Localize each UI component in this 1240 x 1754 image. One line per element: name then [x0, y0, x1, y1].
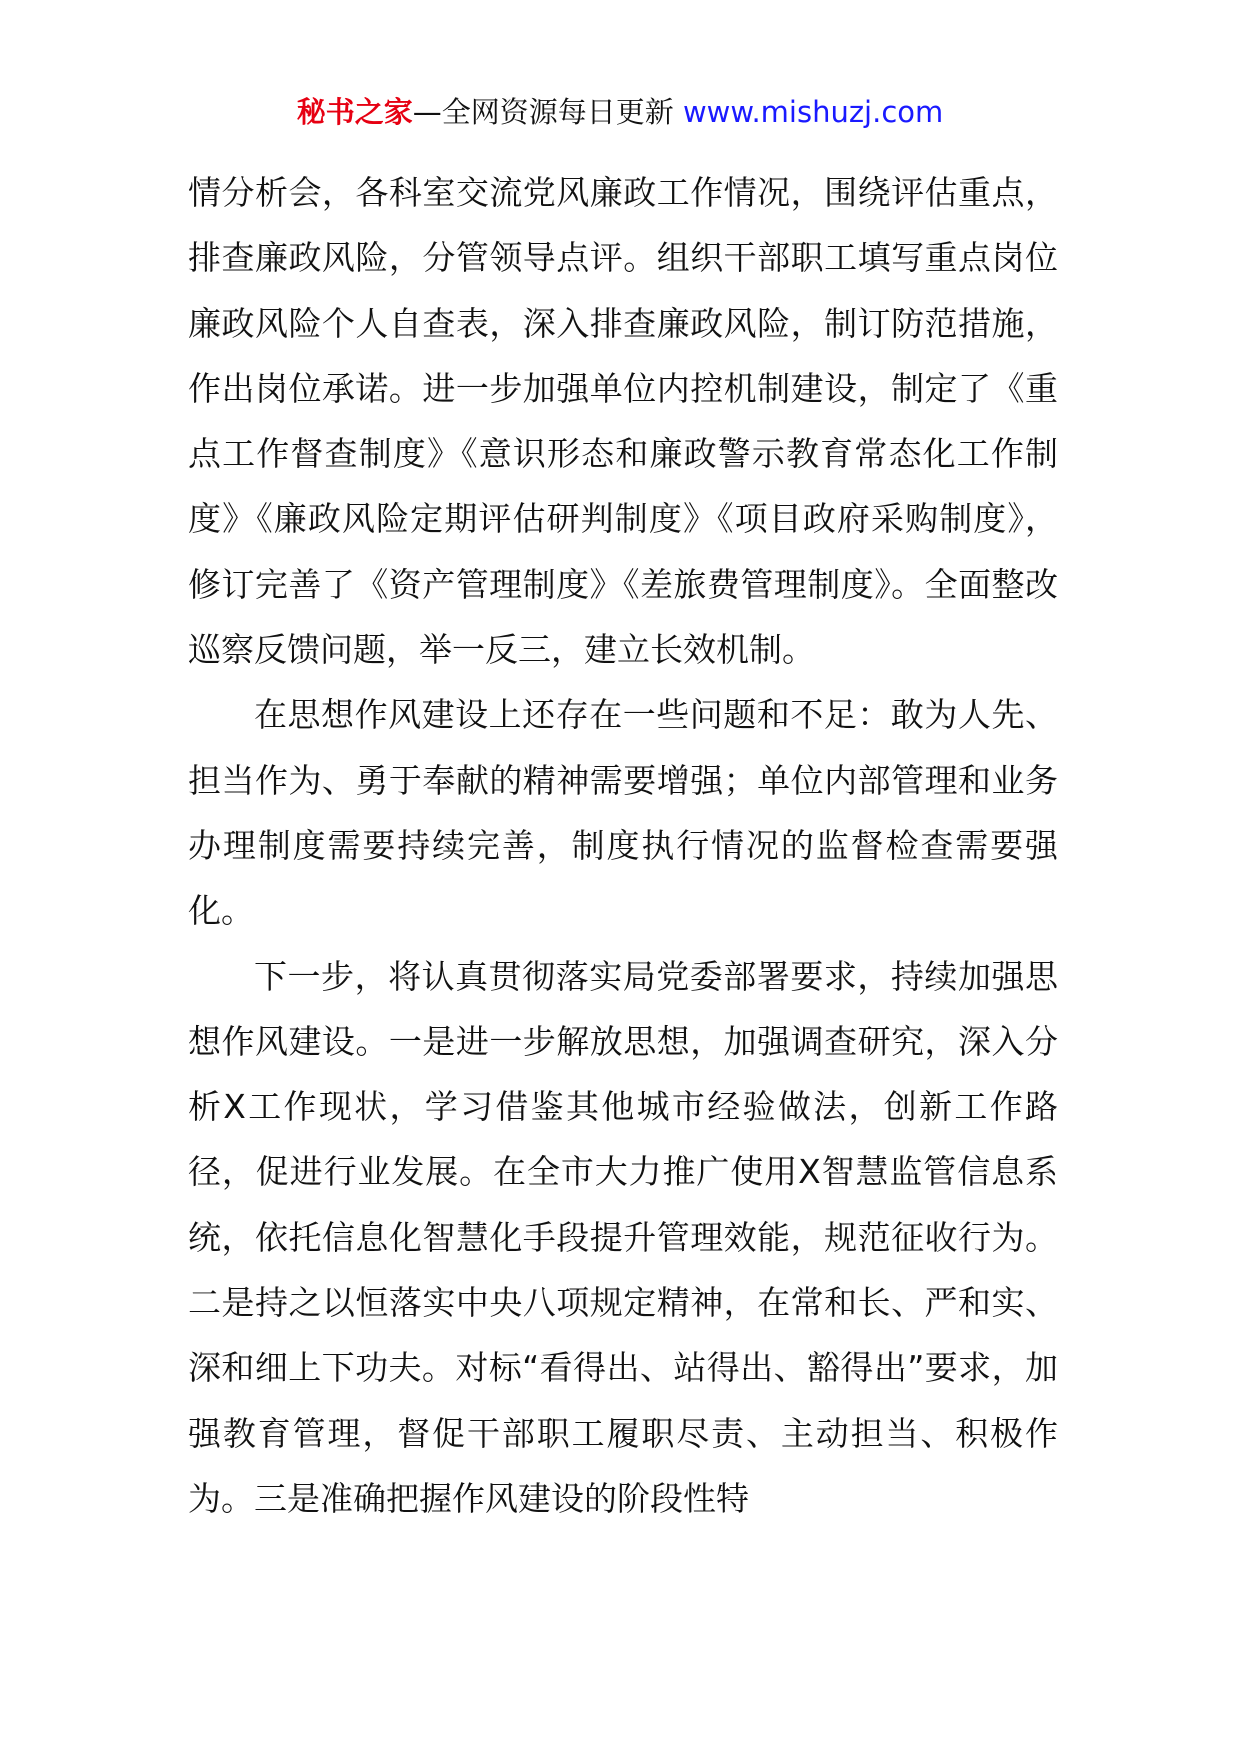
- page-header: [0, 92, 1240, 132]
- paragraph-continued: 情分析会，各科室交流党风廉政工作情况，围绕评估重点，排查廉政风险，分管领导点评。组织干部职工填写重点岗位廉政风险个人自查表，深入排查廉政风险，制订防范措施，作出岗位承诺。进一步加强单位内控机制建设，制定了《重点工作督查制度》《意识形态和廉政警示教育常态化工作制度》《廉政风险定期评估研判制度》《项目政府采购制度》，修订完善了《资产管理制度》《差旅费管理制度》。全面整改巡察反馈问题，举一反三，建立长效机制。: [188, 173, 1058, 670]
- paragraph-problems: 在思想作风建设上还存在一些问题和不足：敢为人先、担当作为、勇于奉献的精神需要增强；单位内部管理和业务办理制度需要持续完善，制度执行情况的监督检查需要强化。: [188, 695, 1058, 931]
- site-brand: 秘书之家: [296, 95, 413, 129]
- site-tagline: —全网资源每日更新: [412, 95, 674, 129]
- site-url-link[interactable]: www.mishuzj.com: [682, 95, 944, 129]
- paragraph-next-steps: 下一步，将认真贯彻落实局党委部署要求，持续加强思想作风建设。一是进一步解放思想，加强调查研究，深入分析X工作现状，学习借鉴其他城市经验做法，创新工作路径，促进行业发展。在全市大力推广使用X智慧监管信息系统，依托信息化智慧化手段提升管理效能，规范征收行为。二是持之以恒落实中央八项规定精神，在常和长、严和实、深和细上下功夫。对标“看得出、站得出、豁得出”要求，加强教育管理，督促干部职工履职尽责、主动担当、积极作为。三是准确把握作风建设的阶段性特: [188, 956, 1058, 1518]
- document-body: [188, 160, 1058, 1531]
